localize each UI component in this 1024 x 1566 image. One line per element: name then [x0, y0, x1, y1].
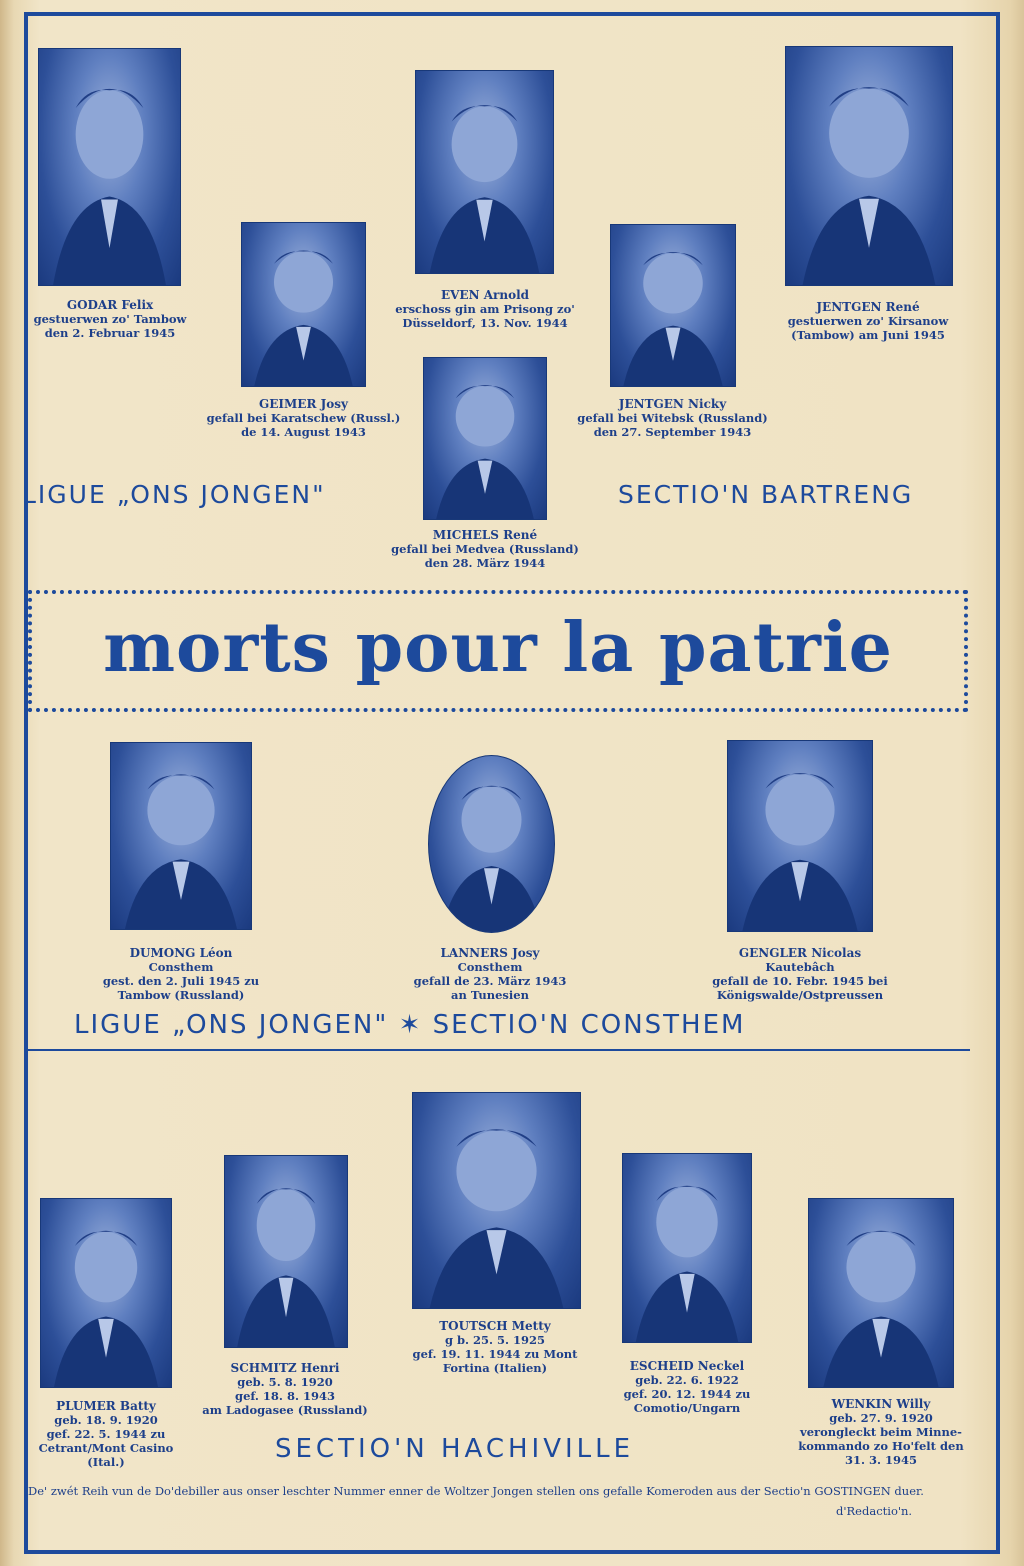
person-detail: Tambow (Russland): [117, 988, 245, 1002]
divider: [28, 1049, 970, 1051]
person-detail: am Ladogasee (Russland): [202, 1403, 368, 1417]
person-detail: Consthem: [148, 960, 214, 974]
person-name: DUMONG Léon: [129, 946, 233, 960]
portrait-photo: [40, 1198, 172, 1388]
section-heading: SECTIO'N BARTRENG: [618, 480, 914, 509]
person-name: JENTGEN Nicky: [618, 397, 727, 411]
portrait-photo: [785, 46, 953, 286]
person-name: TOUTSCH Metty: [439, 1319, 551, 1333]
person-detail: Königswalde/Ostpreussen: [716, 988, 884, 1002]
league-heading: LIGUE „ONS JONGEN": [22, 480, 326, 509]
footnote-text: De' zwét Reih vun de Do'debiller aus onser leschter Nummer enner de Woltzer Jongen stellen ons gefalle Komeroden aus der Sectio'n GOSTINGEN duer.: [28, 1484, 924, 1498]
person-detail: Fortina (Italien): [442, 1361, 548, 1375]
portrait-photo: [241, 222, 366, 387]
person-name: SCHMITZ Henri: [230, 1361, 340, 1375]
person-caption: [390, 1319, 600, 1375]
person-detail: (Tambow) am Juni 1945: [791, 328, 945, 342]
title-banner: [28, 590, 968, 712]
person-detail: Comotio/Ungarn: [633, 1401, 741, 1415]
person-detail: g b. 25. 5. 1925: [444, 1333, 546, 1347]
person-detail: erschoss gin am Prisong zo': [395, 302, 575, 316]
person-name: PLUMER Batty: [56, 1399, 156, 1413]
person-detail: gest. den 2. Juli 1945 zu: [102, 974, 260, 988]
person-detail: de 14. August 1943: [241, 425, 366, 439]
person-detail: gefall de 10. Febr. 1945 bei: [712, 974, 888, 988]
portrait-photo: [808, 1198, 954, 1388]
person-caption: [380, 528, 590, 570]
person-name: GODAR Felix: [66, 298, 154, 312]
person-detail: 31. 3. 1945: [844, 1453, 918, 1467]
person-name: LANNERS Josy: [440, 946, 540, 960]
person-caption: [76, 946, 286, 1002]
person-caption: [788, 1397, 974, 1467]
person-detail: Cetrant/Mont Casino (Ital.): [38, 1441, 174, 1469]
person-detail: an Tunesien: [451, 988, 529, 1002]
person-detail: gestuerwen zo' Tambow: [33, 312, 187, 326]
person-detail: gef. 19. 11. 1944 zu Mont: [412, 1347, 578, 1361]
person-detail: gefall bei Karatschew (Russl.): [206, 411, 401, 425]
portrait-photo: [622, 1153, 752, 1343]
person-detail: gefall bei Witebsk (Russland): [577, 411, 768, 425]
portrait-photo: [38, 48, 181, 286]
person-name: EVEN Arnold: [440, 288, 530, 302]
person-detail: den 27. September 1943: [593, 425, 752, 439]
person-caption: [565, 397, 780, 439]
section-heading: LIGUE „ONS JONGEN" ✶ SECTIO'N CONSTHEM: [74, 1010, 746, 1040]
portrait-photo: [110, 742, 252, 930]
person-detail: geb. 27. 9. 1920: [829, 1411, 933, 1425]
portrait-photo: [224, 1155, 348, 1348]
portrait-photo: [610, 224, 736, 387]
person-name: MICHELS René: [432, 528, 538, 542]
person-detail: gef. 22. 5. 1944 zu: [46, 1427, 166, 1441]
portrait-photo: [423, 357, 547, 520]
banner-title: morts pour la patrie: [103, 608, 893, 688]
footnote-signature: d'Redactio'n.: [836, 1504, 913, 1518]
person-detail: gestuerwen zo' Kirsanow: [787, 314, 949, 328]
person-detail: geb. 18. 9. 1920: [54, 1413, 158, 1427]
person-caption: [602, 1359, 772, 1415]
portrait-photo: [727, 740, 873, 932]
person-name: GENGLER Nicolas: [738, 946, 862, 960]
person-caption: [770, 300, 966, 342]
person-name: ESCHEID Neckel: [629, 1359, 745, 1373]
portrait-photo: [428, 755, 555, 933]
person-caption: [385, 946, 595, 1002]
person-detail: den 2. Februar 1945: [44, 326, 176, 340]
person-caption: [18, 1399, 194, 1469]
person-detail: gefall bei Medvea (Russland): [391, 542, 579, 556]
person-detail: gef. 18. 8. 1943: [235, 1389, 335, 1403]
person-detail: gef. 20. 12. 1944 zu: [623, 1387, 751, 1401]
person-detail: den 28. März 1944: [424, 556, 546, 570]
person-detail: verongleckt beim Minne-: [800, 1425, 962, 1439]
person-detail: Kautebâch: [765, 960, 835, 974]
portrait-photo: [412, 1092, 581, 1309]
person-caption: [30, 298, 190, 340]
person-detail: kommando zo Ho'felt den: [798, 1439, 964, 1453]
person-caption: [196, 397, 411, 439]
person-caption: [200, 1361, 370, 1417]
person-caption: [690, 946, 910, 1002]
person-name: GEIMER Josy: [259, 397, 348, 411]
person-detail: Düsseldorf, 13. Nov. 1944: [402, 316, 568, 330]
person-detail: gefall de 23. März 1943: [413, 974, 567, 988]
person-detail: Consthem: [457, 960, 523, 974]
section-heading: SECTIO'N HACHIVILLE: [275, 1434, 635, 1464]
portrait-photo: [415, 70, 554, 274]
person-caption: [380, 288, 590, 330]
person-detail: geb. 22. 6. 1922: [635, 1373, 739, 1387]
person-name: WENKIN Willy: [831, 1397, 931, 1411]
person-name: JENTGEN René: [816, 300, 920, 314]
person-detail: geb. 5. 8. 1920: [237, 1375, 333, 1389]
